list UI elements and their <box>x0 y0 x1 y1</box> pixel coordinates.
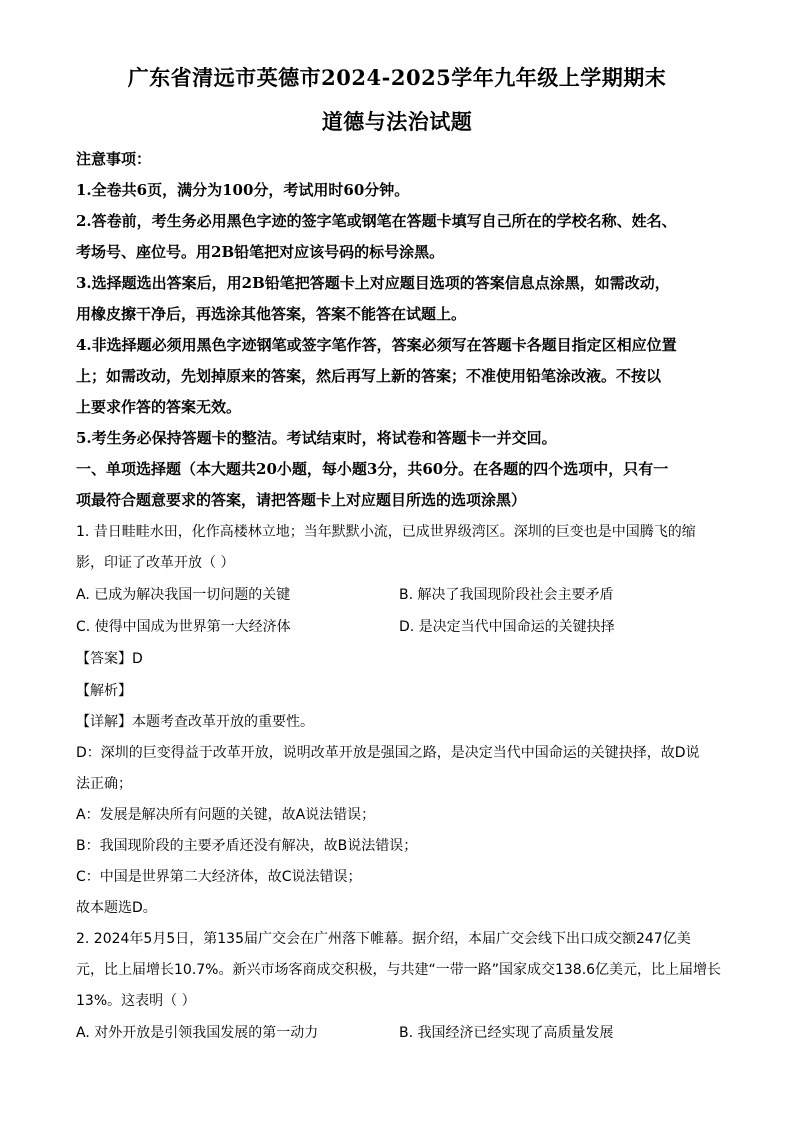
question-1-conclusion: 故本题选D。 <box>76 900 157 916</box>
section-heading-cont: 项最符合题意要求的答案，请把答题卡上对应题目所选的选项涂黑） <box>76 491 527 509</box>
question-2-stem: 2. 2024年5月5日，第135届广交会在广州落下帷幕。据介绍，本届广交会线下出口成交额247亿美 <box>76 931 691 947</box>
question-2-stem-cont: 元，比上届增长10.7%。新兴市场客商成交积极，与共建“一带一路”国家成交138.6亿美元，比上届增长 <box>76 962 722 978</box>
notice-item: 用橡皮擦干净后，再选涂其他答案，答案不能答在试题上。 <box>76 305 467 323</box>
question-1-detail: 【详解】本题考查改革开放的重要性。 <box>76 714 314 730</box>
page-subtitle: 道德与法治试题 <box>321 109 473 134</box>
notice-item: 2.答卷前，考生务必用黑色字迹的签字笔或钢笔在答题卡填写自己所在的学校名称、姓名、 <box>76 212 677 230</box>
question-1-stem-cont: 影，印证了改革开放（ ） <box>76 555 235 571</box>
notice-item: 3.选择题选出答案后，用2B铅笔把答题卡上对应题目选项的答案信息点涂黑，如需改动， <box>76 274 670 292</box>
question-2-stem-cont: 13%。这表明（ ） <box>76 993 196 1009</box>
question-2-option-b: B. 我国经济已经实现了高质量发展 <box>399 1025 614 1041</box>
notice-item: 上；如需改动，先划掉原来的答案，然后再写上新的答案；不准使用铅笔涂改液。不按以 <box>76 367 662 385</box>
notice-item: 上要求作答的答案无效。 <box>76 398 242 416</box>
question-1-analysis-label: 【解析】 <box>76 683 132 699</box>
notice-item: 考场号、座位号。用2B铅笔把对应该号码的标号涂黑。 <box>76 243 445 261</box>
notice-item: 5.考生务必保持答题卡的整洁。考试结束时，将试卷和答题卡一并交回。 <box>76 429 557 447</box>
question-1-explanation: 法正确； <box>76 776 132 792</box>
question-1-option-c: C. 使得中国成为世界第一大经济体 <box>76 619 291 635</box>
question-1-explanation: D：深圳的巨变得益于改革开放，说明改革开放是强国之路，是决定当代中国命运的关键抉择，故D说 <box>76 745 700 761</box>
question-1-option-a: A. 已成为解决我国一切问题的关键 <box>76 587 291 603</box>
page-title: 广东省清远市英德市2024-2025学年九年级上学期期末 <box>127 65 667 90</box>
section-heading: 一、单项选择题（本大题共20小题，每小题3分，共60分。在各题的四个选项中，只有一 <box>76 460 669 478</box>
question-1-explanation: B：我国现阶段的主要矛盾还没有解决，故B说法错误； <box>76 838 418 854</box>
question-1-explanation: C：中国是世界第二大经济体，故C说法错误； <box>76 869 362 885</box>
question-1-stem: 1. 昔日畦畦水田，化作高楼林立地；当年默默小流，已成世界级湾区。深圳的巨变也是中国腾飞的缩 <box>76 524 696 540</box>
question-1-answer: 【答案】D <box>76 651 143 667</box>
question-2-option-a: A. 对外开放是引领我国发展的第一动力 <box>76 1025 319 1041</box>
question-1-option-d: D. 是决定当代中国命运的关键抉择 <box>399 619 615 635</box>
notice-item: 4.非选择题必须用黑色字迹钢笔或签字笔作答，答案必须写在答题卡各题目指定区相应位置 <box>76 336 677 354</box>
question-1-explanation: A：发展是解决所有问题的关键，故A说法错误； <box>76 807 376 823</box>
notice-item: 1.全卷共6页，满分为100分，考试用时60分钟。 <box>76 181 410 199</box>
notice-heading: 注意事项： <box>76 150 152 168</box>
question-1-option-b: B. 解决了我国现阶段社会主要矛盾 <box>399 587 614 603</box>
